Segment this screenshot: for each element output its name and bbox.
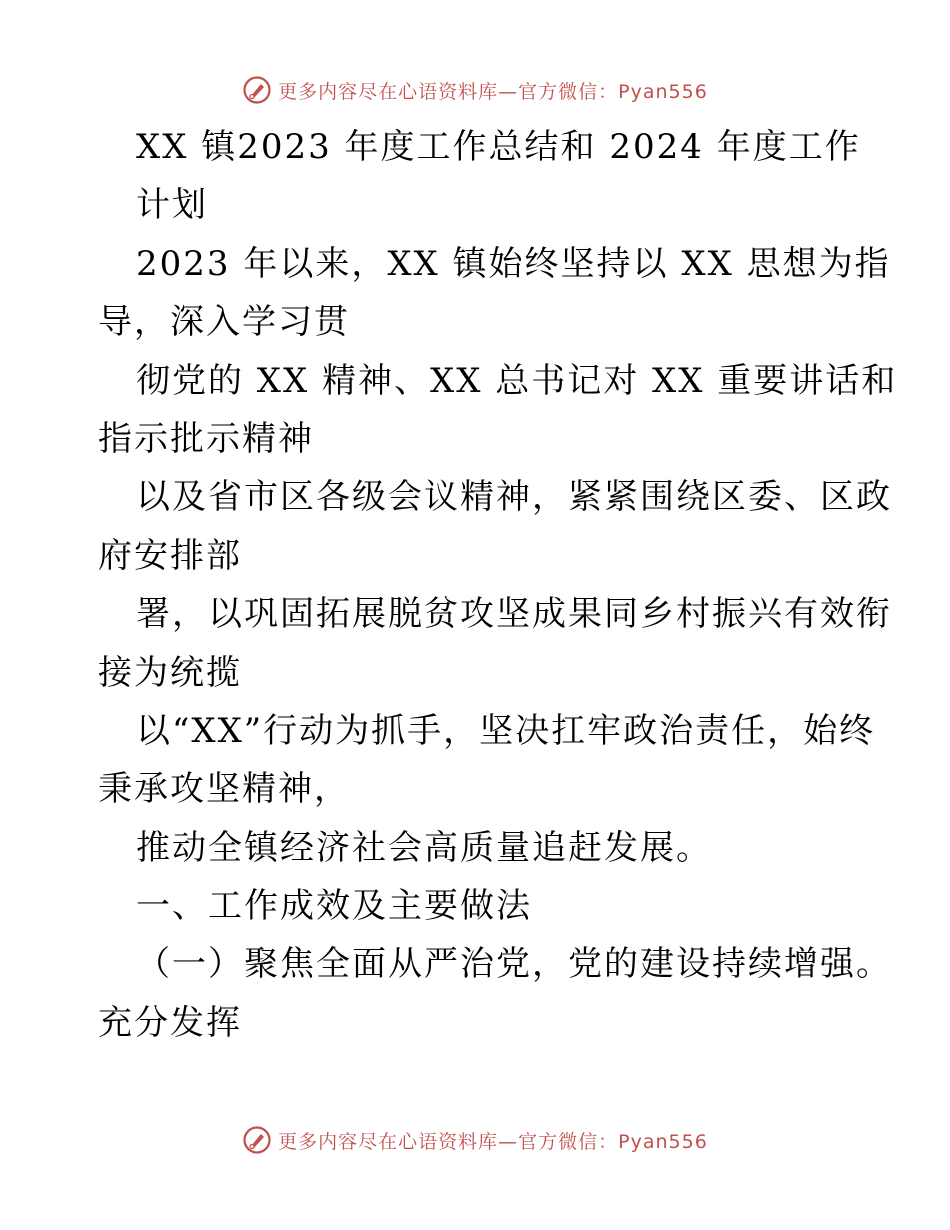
section-heading: 一、工作成效及主要做法 — [136, 886, 532, 927]
document-title-line-1: XX 镇2023 年度工作总结和 2024 年度工作 — [136, 127, 861, 167]
paragraph-line: 彻党的 XX 精神、XX 总书记对 XX 重要讲话和 — [136, 360, 898, 401]
paragraph-line: 充分发挥 — [98, 1002, 242, 1043]
paragraph-line: 以及省市区各级会议精神，紧紧围绕区委、区政 — [136, 477, 892, 518]
paragraph-line: 导，深入学习贯 — [98, 302, 350, 343]
paragraph-line: 府安排部 — [98, 535, 242, 576]
paragraph-line: 接为统揽 — [98, 652, 242, 693]
watermark-footer — [0, 1120, 950, 1160]
paragraph-line: 以“XX”行动为抓手，坚决扛牢政治责任，始终 — [136, 710, 876, 751]
paragraph-line: 2023 年以来，XX 镇始终坚持以 XX 思想为指 — [136, 243, 891, 284]
document-body — [98, 118, 898, 1052]
subsection-heading: （一）聚焦全面从严治党，党的建设持续增强。 — [136, 944, 892, 985]
paragraph-line: 指示批示精神 — [98, 418, 314, 459]
watermark-text: 更多内容尽在心语资料库—官方微信：Pyan556 — [278, 1130, 708, 1153]
paragraph-line: 署，以巩固拓展脱贫攻坚成果同乡村振兴有效衔 — [136, 594, 892, 635]
document-title-line-2: 计划 — [136, 185, 208, 226]
pen-logo-icon — [242, 75, 272, 105]
pen-logo-icon — [242, 1125, 272, 1155]
watermark-text: 更多内容尽在心语资料库—官方微信：Pyan556 — [278, 80, 708, 103]
watermark-header — [0, 70, 950, 110]
paragraph-line: 推动全镇经济社会高质量追赶发展。 — [136, 827, 712, 868]
paragraph-line: 秉承攻坚精神， — [98, 769, 350, 810]
